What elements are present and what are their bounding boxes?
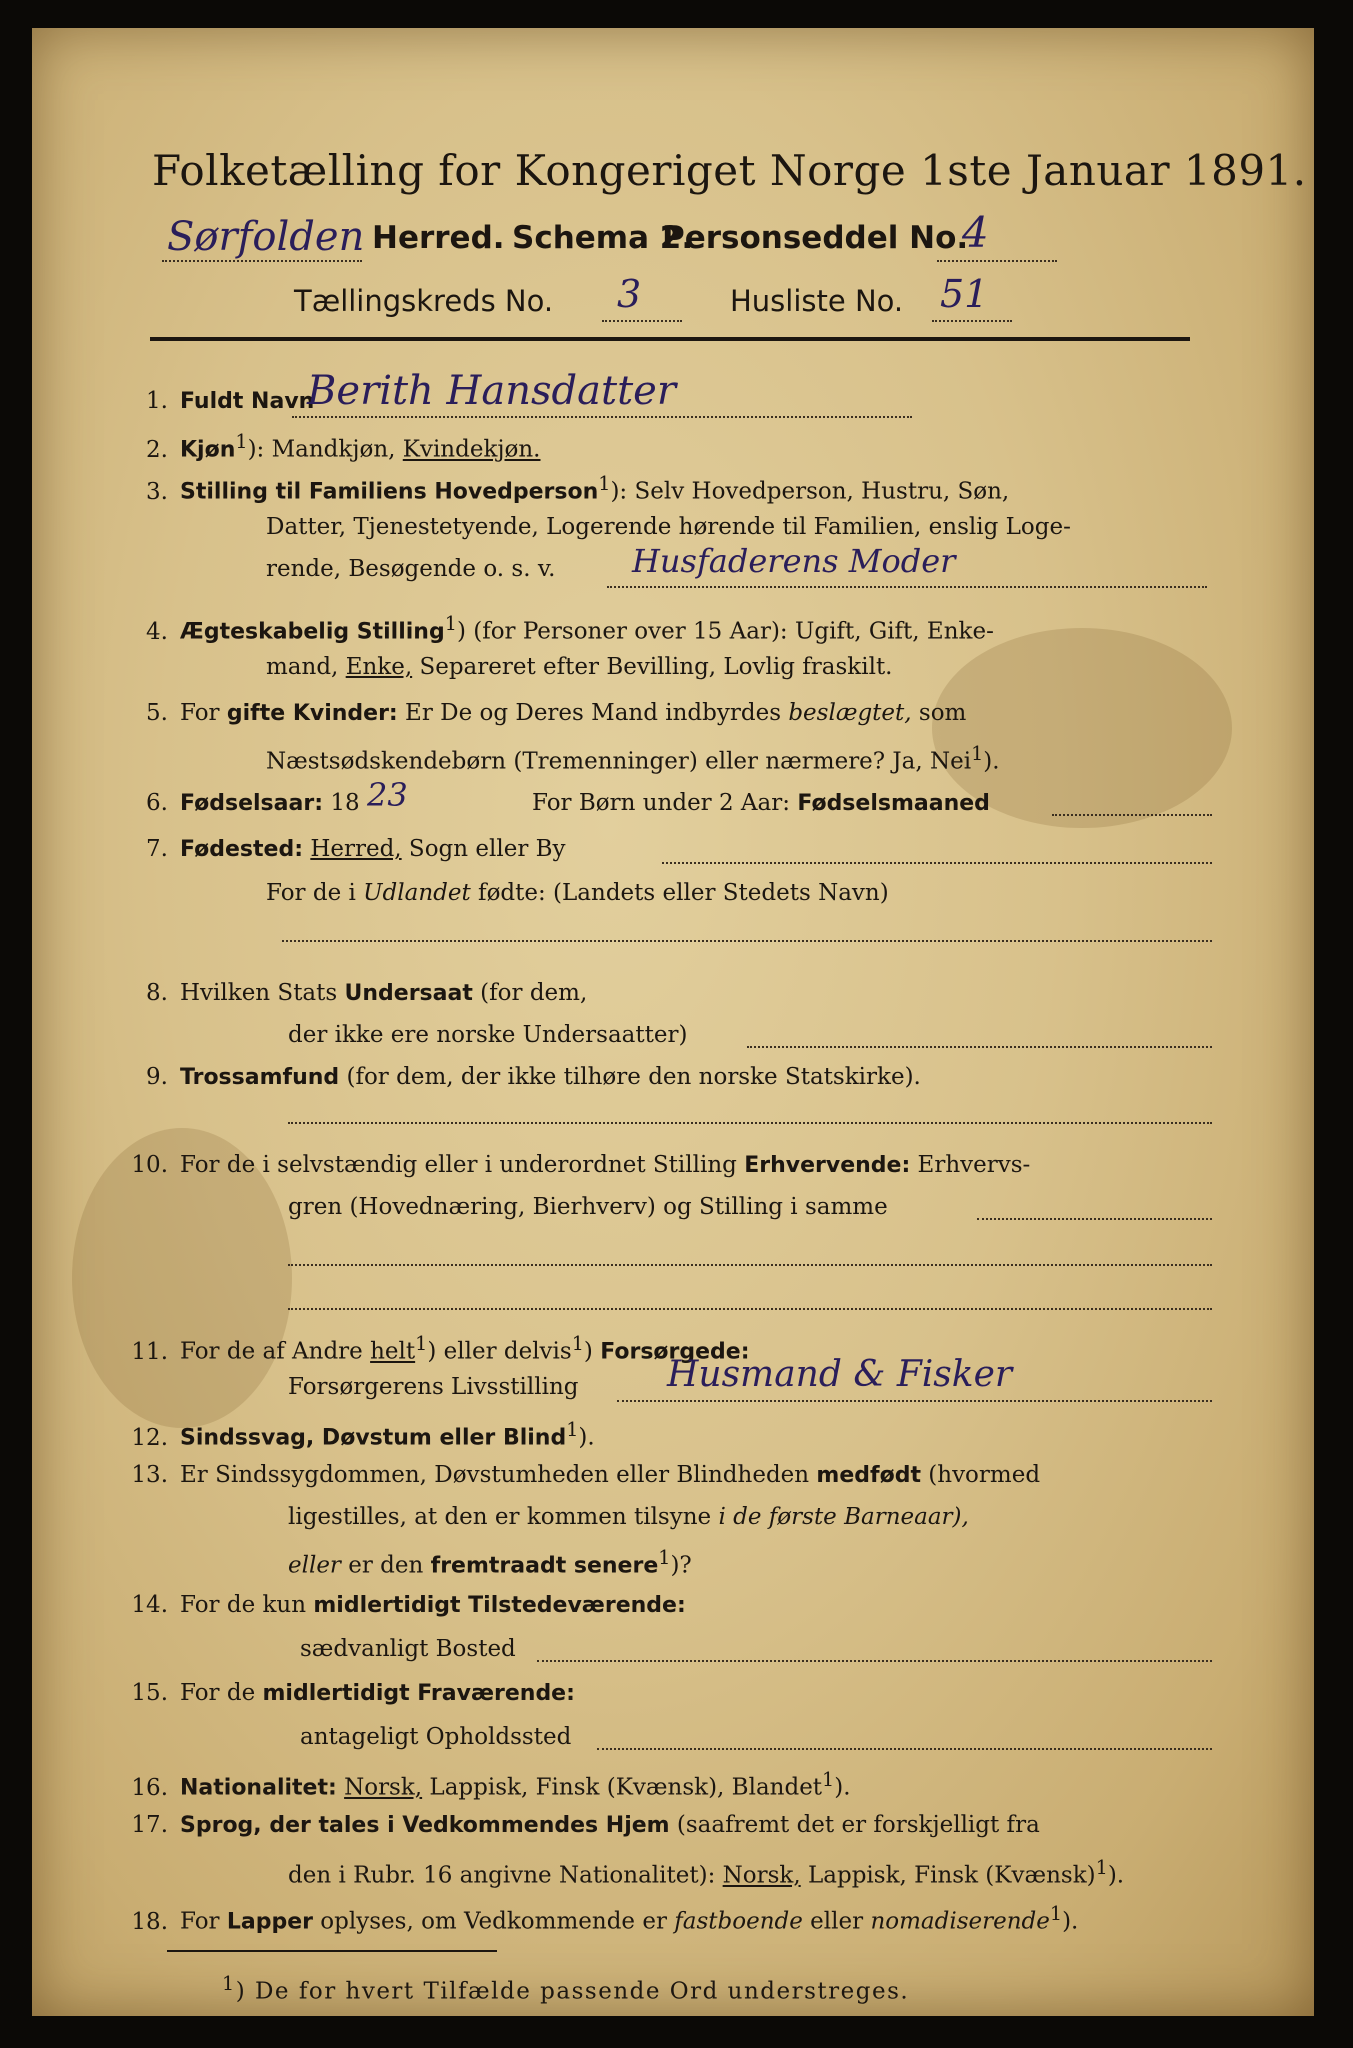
personseddel-dotline <box>937 260 1057 262</box>
herred-value: Sørfolden <box>167 214 365 260</box>
q10-dotline-3 <box>288 1308 1212 1310</box>
q14-dotline <box>537 1660 1212 1662</box>
personseddel-value: 4 <box>962 208 989 257</box>
question-2: 2. Kjøn$^1$): Mandkjøn, Kvindekjøn. <box>146 430 541 463</box>
question-8: 8. Hvilken Stats Undersaat (for dem, <box>146 980 588 1006</box>
q15-dotline <box>597 1748 1212 1750</box>
herred-dotline <box>162 260 362 262</box>
husliste-value: 51 <box>940 272 989 316</box>
schema-label: Schema 2. <box>512 220 694 256</box>
q15-line2: antageligt Opholdssted <box>300 1724 572 1750</box>
question-17: 17. Sprog, der tales i Vedkommendes Hjem (saafremt det er forskjelligt fra <box>131 1812 1040 1838</box>
footnote-rule <box>167 1950 497 1952</box>
husliste-label: Husliste No. <box>730 284 904 318</box>
question-15: 15. For de midlertidigt Fraværende: <box>131 1680 575 1706</box>
q3-line3: rende, Besøgende o. s. v. <box>266 556 556 582</box>
q7-dotline-2 <box>282 940 1212 942</box>
q5-line2: Næstsødskendebørn (Tremenninger) eller nærmere? Ja, Nei$^1$). <box>266 742 1000 775</box>
q10-dotline <box>977 1218 1212 1220</box>
q11-line2: Forsørgerens Livsstilling <box>288 1374 579 1400</box>
q8-dotline <box>747 1046 1212 1048</box>
q3-value: Husfaderens Moder <box>632 542 956 580</box>
kreds-value: 3 <box>617 272 642 316</box>
q3-dotline <box>607 586 1207 588</box>
q3-line2: Datter, Tjenestetyende, Logerende hørende til Familien, enslig Loge- <box>266 514 1071 540</box>
q11-value: Husmand & Fisker <box>667 1354 1013 1395</box>
q7-dotline <box>662 862 1212 864</box>
kreds-label: Tællingskreds No. <box>294 284 554 318</box>
q6-text: For Børn under 2 Aar: Fødselsmaaned <box>532 790 990 816</box>
q10-dotline-2 <box>288 1264 1212 1266</box>
question-4: 4. Ægteskabelig Stilling$^1$) (for Personer over 15 Aar): Ugift, Gift, Enke- <box>146 612 994 645</box>
q8-line2: der ikke ere norske Undersaatter) <box>288 1022 688 1048</box>
question-13: 13. Er Sindssygdommen, Døvstumheden eller Blindheden medfødt (hvormed <box>131 1462 1041 1488</box>
question-9: 9. Trossamfund (for dem, der ikke tilhøre den norske Statskirke). <box>146 1064 921 1090</box>
question-5: 5. For gifte Kvinder: Er De og Deres Mand indbyrdes beslægtet, som <box>146 700 967 726</box>
question-10: 10. For de i selvstændig eller i underordnet Stilling Erhvervende: Erhvervs- <box>131 1152 1031 1178</box>
q6-dotline <box>1052 814 1212 816</box>
footnote: $^1$) De for hvert Tilfælde passende Ord understreges. <box>222 1972 910 2005</box>
question-16: 16. Nationalitet: Norsk, Lappisk, Finsk (Kvænsk), Blandet$^1$). <box>131 1768 851 1801</box>
question-7: 7. Fødested: Herred, Sogn eller By <box>146 836 566 862</box>
question-14: 14. For de kun midlertidigt Tilstedeværende: <box>131 1592 686 1618</box>
q1-dotline <box>292 416 912 418</box>
question-3: 3. Stilling til Familiens Hovedperson$^1$): Selv Hovedperson, Hustru, Søn, <box>146 472 1010 505</box>
q13-line3: eller er den fremtraadt senere$^1$)? <box>288 1546 692 1579</box>
form-title: Folketælling for Kongeriget Norge 1ste Januar 1891. <box>152 146 1307 195</box>
q1-value: Berith Hansdatter <box>307 368 676 414</box>
herred-label: Herred. <box>372 220 505 256</box>
question-11: 11. For de af Andre helt$^1$) eller delvis$^1$) Forsørgede: <box>131 1332 750 1365</box>
q7-line2: For de i Udlandet fødte: (Landets eller Stedets Navn) <box>266 880 889 906</box>
q14-line2: sædvanligt Bosted <box>300 1636 516 1662</box>
personseddel-label: Personseddel No. <box>662 220 969 256</box>
q17-line2: den i Rubr. 16 angivne Nationalitet): Norsk, Lappisk, Finsk (Kvænsk)$^1$). <box>288 1856 1125 1889</box>
q9-dotline <box>288 1122 1212 1124</box>
husliste-dotline <box>932 320 1012 322</box>
header-rule <box>150 337 1190 341</box>
kreds-dotline <box>602 320 682 322</box>
q4-line2: mand, Enke, Separeret efter Bevilling, Lovlig fraskilt. <box>266 654 893 680</box>
q6-year-value: 23 <box>367 776 408 814</box>
q13-line2: ligestilles, at den er kommen tilsyne i de første Barneaar), <box>288 1504 969 1530</box>
census-form <box>32 28 1314 2016</box>
q10-line2: gren (Hovednæring, Bierhverv) og Stilling i samme <box>288 1194 888 1220</box>
question-12: 12. Sindssvag, Døvstum eller Blind$^1$). <box>131 1418 595 1451</box>
question-1: 1. Fuldt Navn <box>146 388 315 414</box>
question-6: 6. Fødselsaar: 18 <box>146 790 360 816</box>
question-18: 18. For Lapper oplyses, om Vedkommende er fastboende eller nomadiserende$^1$). <box>131 1902 1079 1935</box>
q11-dotline <box>617 1400 1212 1402</box>
